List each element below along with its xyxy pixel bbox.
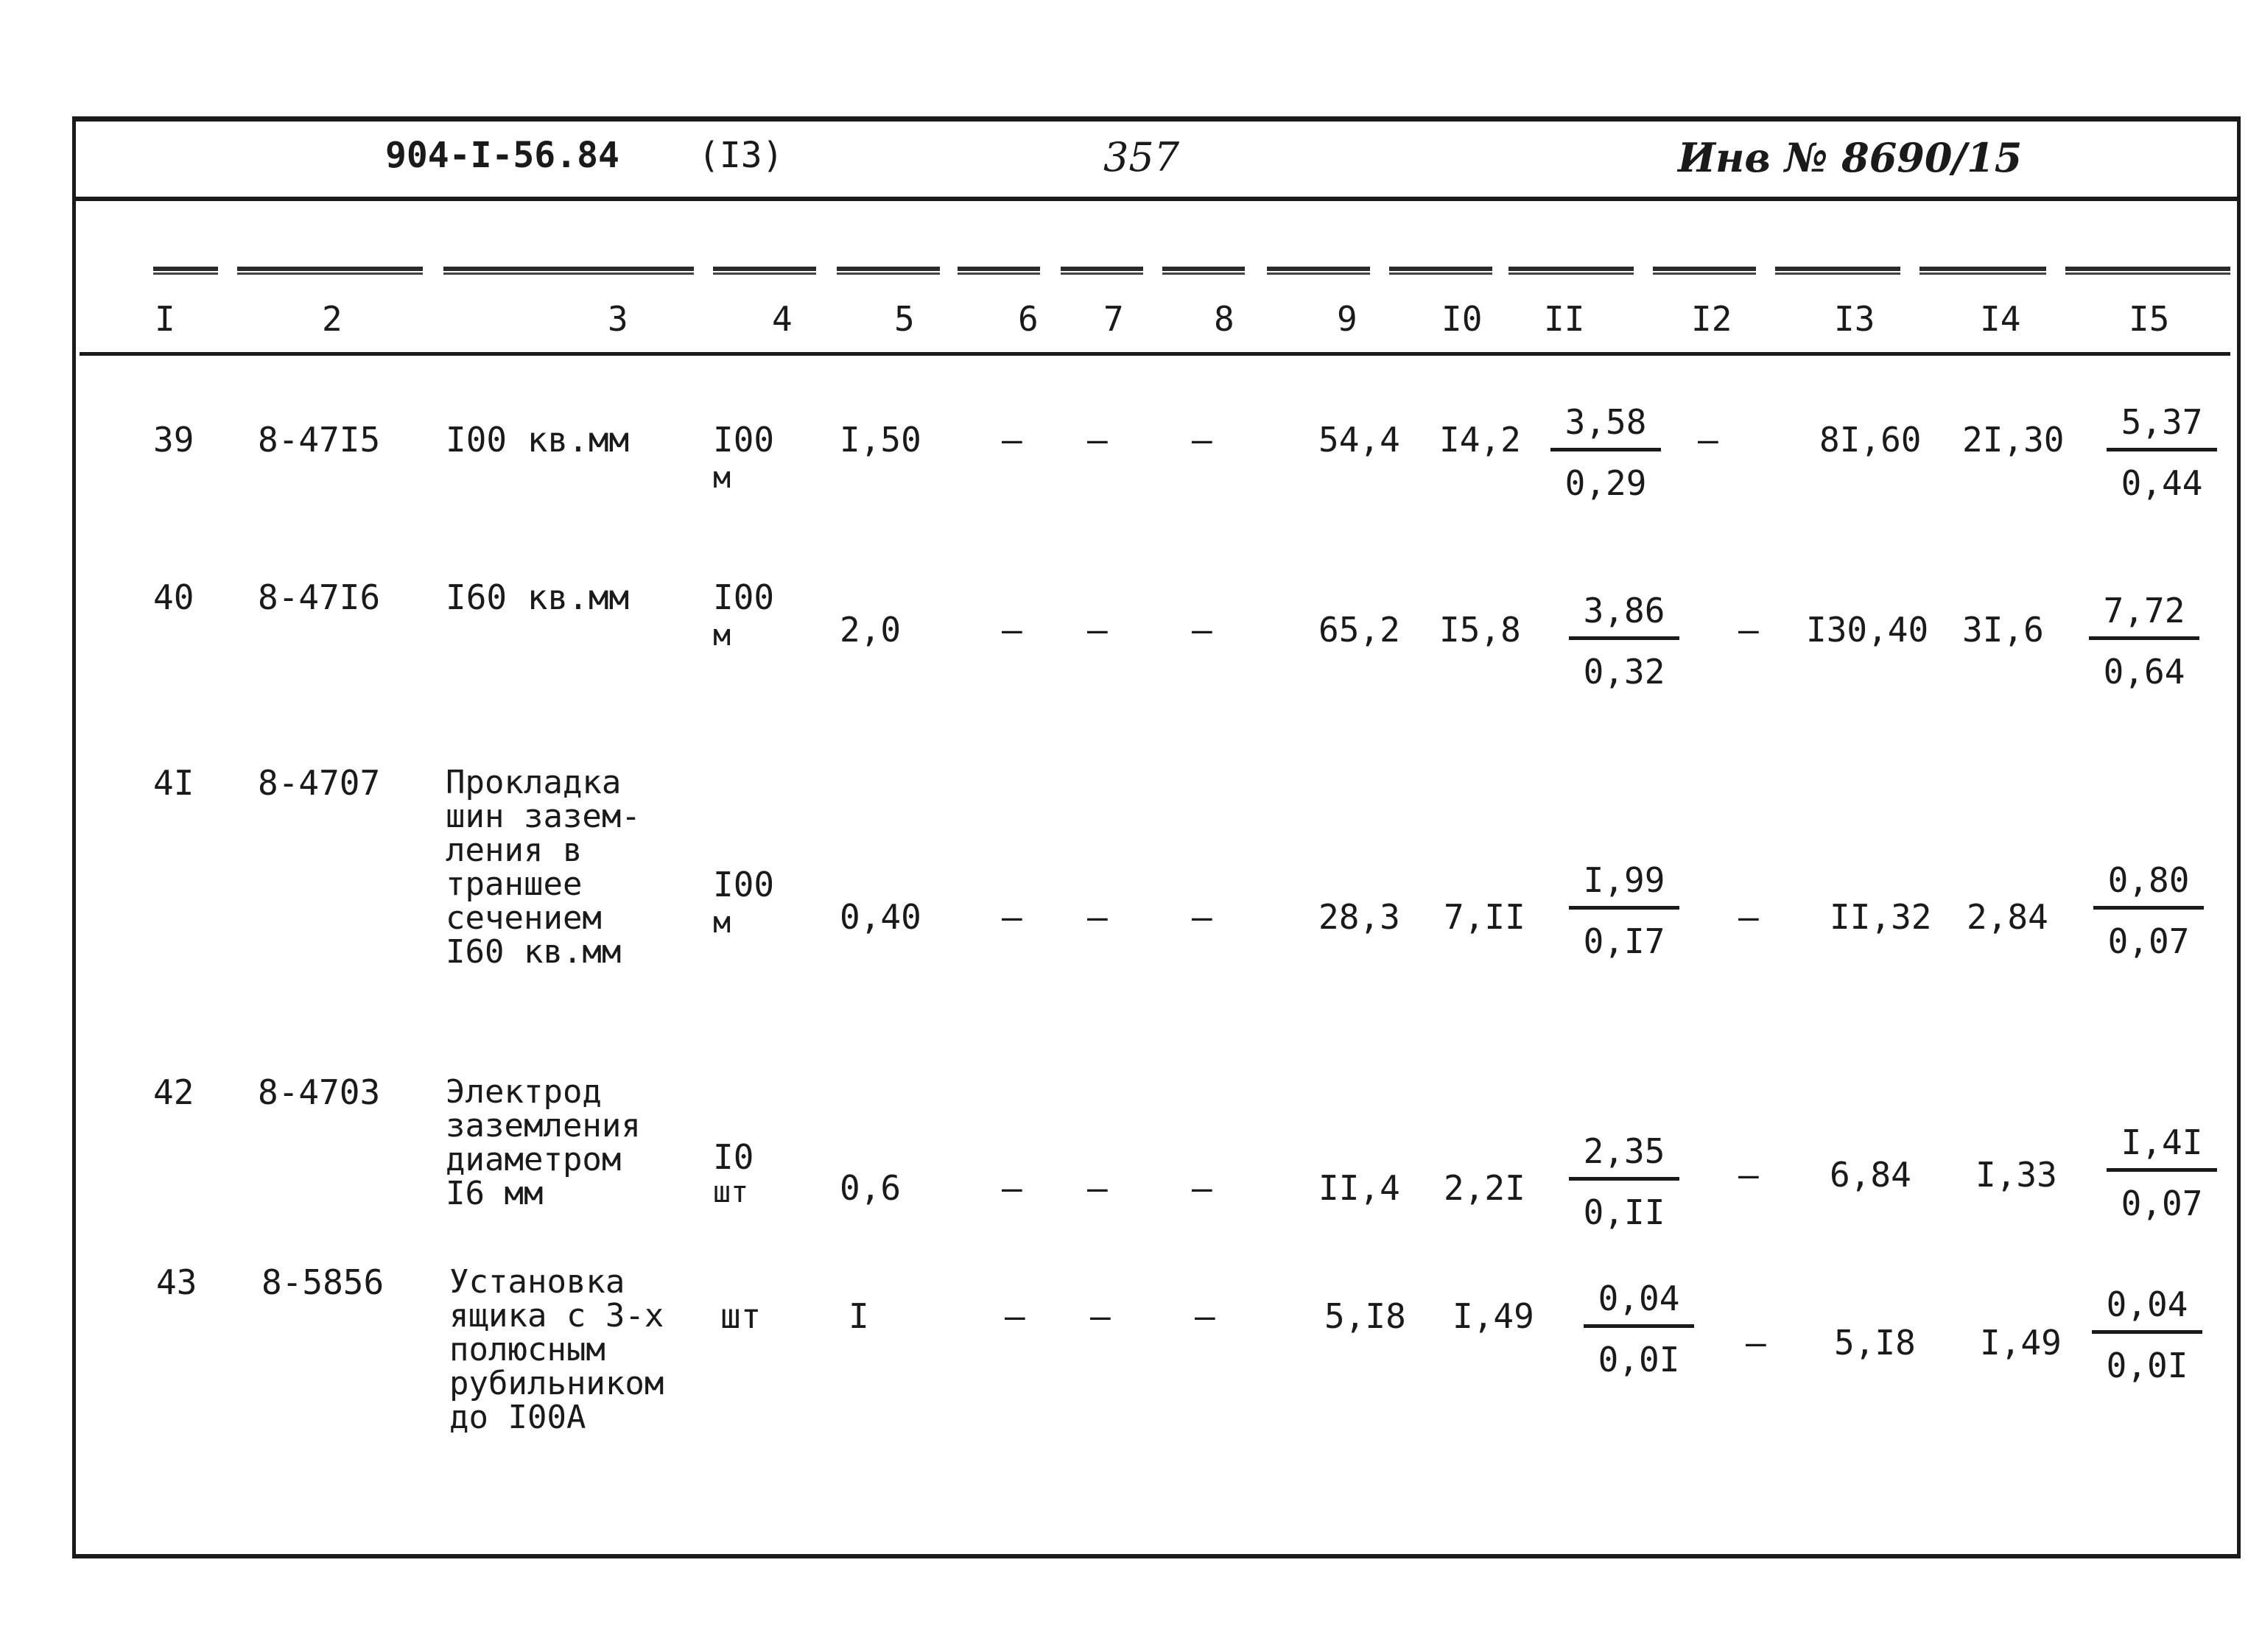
quantity: 0,6 bbox=[840, 1168, 902, 1208]
column-number: 7 bbox=[1103, 299, 1124, 339]
fraction-bar bbox=[1569, 906, 1679, 910]
norm-code: 8-47I5 bbox=[258, 420, 381, 460]
col12: – bbox=[1746, 1323, 1766, 1363]
column-number: 9 bbox=[1337, 299, 1357, 339]
unit: I00 bbox=[713, 577, 775, 617]
norm-code: 8-47I6 bbox=[258, 577, 381, 617]
description-line: траншее bbox=[446, 865, 583, 903]
col10: 2,2I bbox=[1444, 1168, 1525, 1208]
col14: I,49 bbox=[1980, 1323, 2062, 1363]
fraction-bar bbox=[1569, 636, 1679, 640]
denominator: 0,I7 bbox=[1583, 921, 1665, 961]
col15-fraction bbox=[2092, 1284, 2202, 1385]
numerator: 0,04 bbox=[1598, 1279, 1680, 1318]
col8: – bbox=[1192, 1168, 1212, 1208]
column-number: 8 bbox=[1214, 299, 1234, 339]
col8: – bbox=[1192, 610, 1212, 650]
col15-fraction bbox=[2089, 591, 2199, 692]
col9: II,4 bbox=[1318, 1168, 1400, 1208]
denominator: 0,07 bbox=[2107, 921, 2190, 961]
column-number: I0 bbox=[1441, 299, 1483, 339]
column-number: 3 bbox=[608, 299, 628, 339]
description-line: Установка bbox=[449, 1263, 625, 1301]
col13: 6,84 bbox=[1830, 1155, 1911, 1195]
description-line: Электрод bbox=[446, 1073, 602, 1111]
norm-code: 8-5856 bbox=[261, 1262, 384, 1302]
fraction-bar bbox=[1569, 1177, 1679, 1181]
fraction-bar bbox=[2107, 448, 2217, 451]
col9: 28,3 bbox=[1318, 897, 1400, 937]
column-number: I3 bbox=[1834, 299, 1875, 339]
fraction-bar bbox=[1584, 1324, 1694, 1328]
column-number: I bbox=[155, 299, 175, 339]
col10: I5,8 bbox=[1439, 610, 1521, 650]
column-number: I5 bbox=[2129, 299, 2170, 339]
col15-fraction bbox=[2107, 1122, 2217, 1223]
col14: 3I,6 bbox=[1962, 610, 2044, 650]
numerator: I,99 bbox=[1583, 860, 1665, 900]
header-divider bbox=[76, 197, 2237, 201]
col6: – bbox=[1002, 610, 1022, 650]
col14: 2I,30 bbox=[1962, 420, 2065, 460]
fraction-bar bbox=[2093, 906, 2204, 910]
description-line: диаметром bbox=[446, 1141, 622, 1178]
col11-fraction bbox=[1569, 591, 1679, 692]
col7: – bbox=[1087, 610, 1108, 650]
col11-fraction bbox=[1569, 1131, 1679, 1232]
row-number: 4I bbox=[153, 763, 194, 803]
col8: – bbox=[1192, 420, 1212, 460]
col15-fraction bbox=[2107, 402, 2217, 503]
denominator: 0,44 bbox=[2121, 463, 2203, 503]
norm-code: 8-4707 bbox=[258, 763, 381, 803]
denominator: 0,64 bbox=[2103, 652, 2185, 692]
work-description: I60 кв.мм bbox=[446, 577, 630, 617]
numerator: 5,37 bbox=[2121, 402, 2203, 442]
numerator: 3,58 bbox=[1564, 402, 1647, 442]
row-number: 39 bbox=[153, 420, 194, 460]
description-line: ления в bbox=[446, 832, 583, 869]
column-number: I2 bbox=[1691, 299, 1732, 339]
denominator: 0,II bbox=[1583, 1192, 1665, 1232]
row-number: 42 bbox=[153, 1072, 194, 1112]
unit: шт bbox=[720, 1296, 762, 1336]
description-line: I60 кв.мм bbox=[446, 933, 622, 971]
col13: I30,40 bbox=[1806, 610, 1929, 650]
col14: 2,84 bbox=[1967, 897, 2048, 937]
unit: м bbox=[713, 619, 731, 653]
column-number: 6 bbox=[1018, 299, 1039, 339]
numerator: 0,04 bbox=[2106, 1284, 2188, 1324]
col13: 8I,60 bbox=[1819, 420, 1922, 460]
description-line: рубильником bbox=[449, 1365, 664, 1402]
col15-fraction bbox=[2093, 860, 2204, 961]
col7: – bbox=[1087, 897, 1108, 937]
description-line: ящика с 3-х bbox=[449, 1297, 664, 1335]
col12: – bbox=[1738, 897, 1759, 937]
unit: м bbox=[713, 461, 731, 495]
col11-fraction bbox=[1584, 1279, 1694, 1379]
col12: – bbox=[1698, 420, 1718, 460]
col13: II,32 bbox=[1830, 897, 1932, 937]
col13: 5,I8 bbox=[1834, 1323, 1916, 1363]
inventory-number: Инв № 8690/15 bbox=[1678, 134, 2023, 181]
col11-fraction bbox=[1550, 402, 1661, 503]
work-description bbox=[449, 1265, 692, 1435]
col7: – bbox=[1087, 1168, 1108, 1208]
norm-code: 8-4703 bbox=[258, 1072, 381, 1112]
row-number: 43 bbox=[156, 1262, 197, 1302]
description-line: заземления bbox=[446, 1107, 641, 1145]
col6: – bbox=[1002, 420, 1022, 460]
quantity: 0,40 bbox=[840, 897, 921, 937]
unit: м bbox=[713, 906, 731, 940]
col10: I4,2 bbox=[1439, 420, 1521, 460]
description-line: полюсным bbox=[449, 1331, 605, 1368]
col7: – bbox=[1090, 1296, 1111, 1336]
col6: – bbox=[1002, 897, 1022, 937]
denominator: 0,0I bbox=[2106, 1346, 2188, 1385]
document-code: 904-I-56.84 bbox=[385, 135, 619, 176]
fraction-bar bbox=[2089, 636, 2199, 640]
col14: I,33 bbox=[1975, 1155, 2057, 1195]
numerator: 0,80 bbox=[2107, 860, 2190, 900]
denominator: 0,07 bbox=[2121, 1184, 2203, 1223]
work-description bbox=[446, 1075, 689, 1211]
col7: – bbox=[1087, 420, 1108, 460]
unit: I00 bbox=[713, 865, 775, 904]
col11-fraction bbox=[1569, 860, 1679, 961]
col6: – bbox=[1002, 1168, 1022, 1208]
col9: 65,2 bbox=[1318, 610, 1400, 650]
column-number: 5 bbox=[894, 299, 915, 339]
numerator: 2,35 bbox=[1583, 1131, 1665, 1171]
quantity: I bbox=[849, 1296, 869, 1336]
description-line: до I00А bbox=[449, 1399, 586, 1436]
numerator: 3,86 bbox=[1583, 591, 1665, 630]
col12: – bbox=[1738, 610, 1759, 650]
description-line: I6 мм bbox=[446, 1175, 544, 1212]
unit: шт bbox=[713, 1175, 749, 1209]
col10: 7,II bbox=[1444, 897, 1525, 937]
denominator: 0,29 bbox=[1564, 463, 1647, 503]
column-number: 2 bbox=[322, 299, 343, 339]
quantity: 2,0 bbox=[840, 610, 902, 650]
col6: – bbox=[1005, 1296, 1025, 1336]
col12: – bbox=[1738, 1155, 1759, 1195]
description-line: Прокладка bbox=[446, 764, 622, 801]
work-description bbox=[446, 766, 689, 969]
col8: – bbox=[1192, 897, 1212, 937]
fraction-bar bbox=[2107, 1168, 2217, 1172]
col8: – bbox=[1195, 1296, 1215, 1336]
col9: 54,4 bbox=[1318, 420, 1400, 460]
fraction-bar bbox=[2092, 1330, 2202, 1334]
header-rule bbox=[80, 352, 2230, 356]
unit: I00 bbox=[713, 420, 775, 460]
column-number: II bbox=[1544, 299, 1585, 339]
column-number: I4 bbox=[1980, 299, 2021, 339]
fraction-bar bbox=[1550, 448, 1661, 451]
numerator: 7,72 bbox=[2103, 591, 2185, 630]
unit: I0 bbox=[713, 1137, 754, 1177]
quantity: I,50 bbox=[840, 420, 921, 460]
sheet-reference: (I3) bbox=[698, 135, 784, 176]
denominator: 0,0I bbox=[1598, 1340, 1680, 1379]
denominator: 0,32 bbox=[1583, 652, 1665, 692]
description-line: сечением bbox=[446, 899, 602, 937]
row-number: 40 bbox=[153, 577, 194, 617]
work-description: I00 кв.мм bbox=[446, 420, 630, 460]
page-number: 357 bbox=[1103, 134, 1180, 180]
col10: I,49 bbox=[1453, 1296, 1534, 1336]
column-number: 4 bbox=[772, 299, 793, 339]
col9: 5,I8 bbox=[1324, 1296, 1406, 1336]
description-line: шин зазем- bbox=[446, 798, 641, 835]
numerator: I,4I bbox=[2121, 1122, 2203, 1162]
